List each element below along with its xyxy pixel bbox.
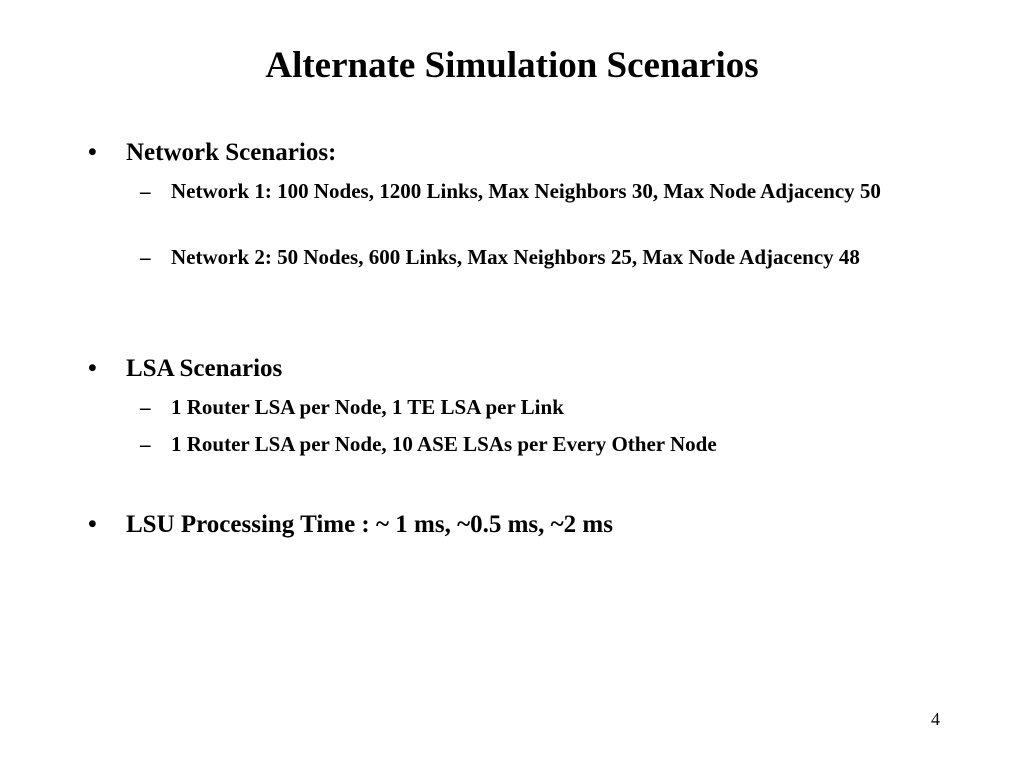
bullet-marker: • [88,511,97,538]
page-number: 4 [931,709,940,729]
subitem-text: Network 1: 100 Nodes, 1200 Links, Max Neighbors 30, Max Node Adjacency 50 [171,179,881,203]
bullet-text: LSA Scenarios [126,355,283,382]
subitem-marker: – [140,432,151,456]
subitem-text: 1 Router LSA per Node, 1 TE LSA per Link [171,395,564,419]
subitem-marker: – [140,179,151,203]
subitem-marker: – [140,395,151,419]
slide-title: Alternate Simulation Scenarios [265,45,759,86]
subitem-marker: – [140,245,151,269]
subitem-text: 1 Router LSA per Node, 10 ASE LSAs per Every Other Node [171,432,717,456]
bullet-marker: • [88,139,97,166]
bullet-marker: • [88,355,97,382]
bullet-text: LSU Processing Time : ~ 1 ms, ~0.5 ms, ~2 ms [126,511,613,538]
subitem-text: Network 2: 50 Nodes, 600 Links, Max Neighbors 25, Max Node Adjacency 48 [171,245,860,269]
bullet-text: Network Scenarios: [126,139,337,166]
